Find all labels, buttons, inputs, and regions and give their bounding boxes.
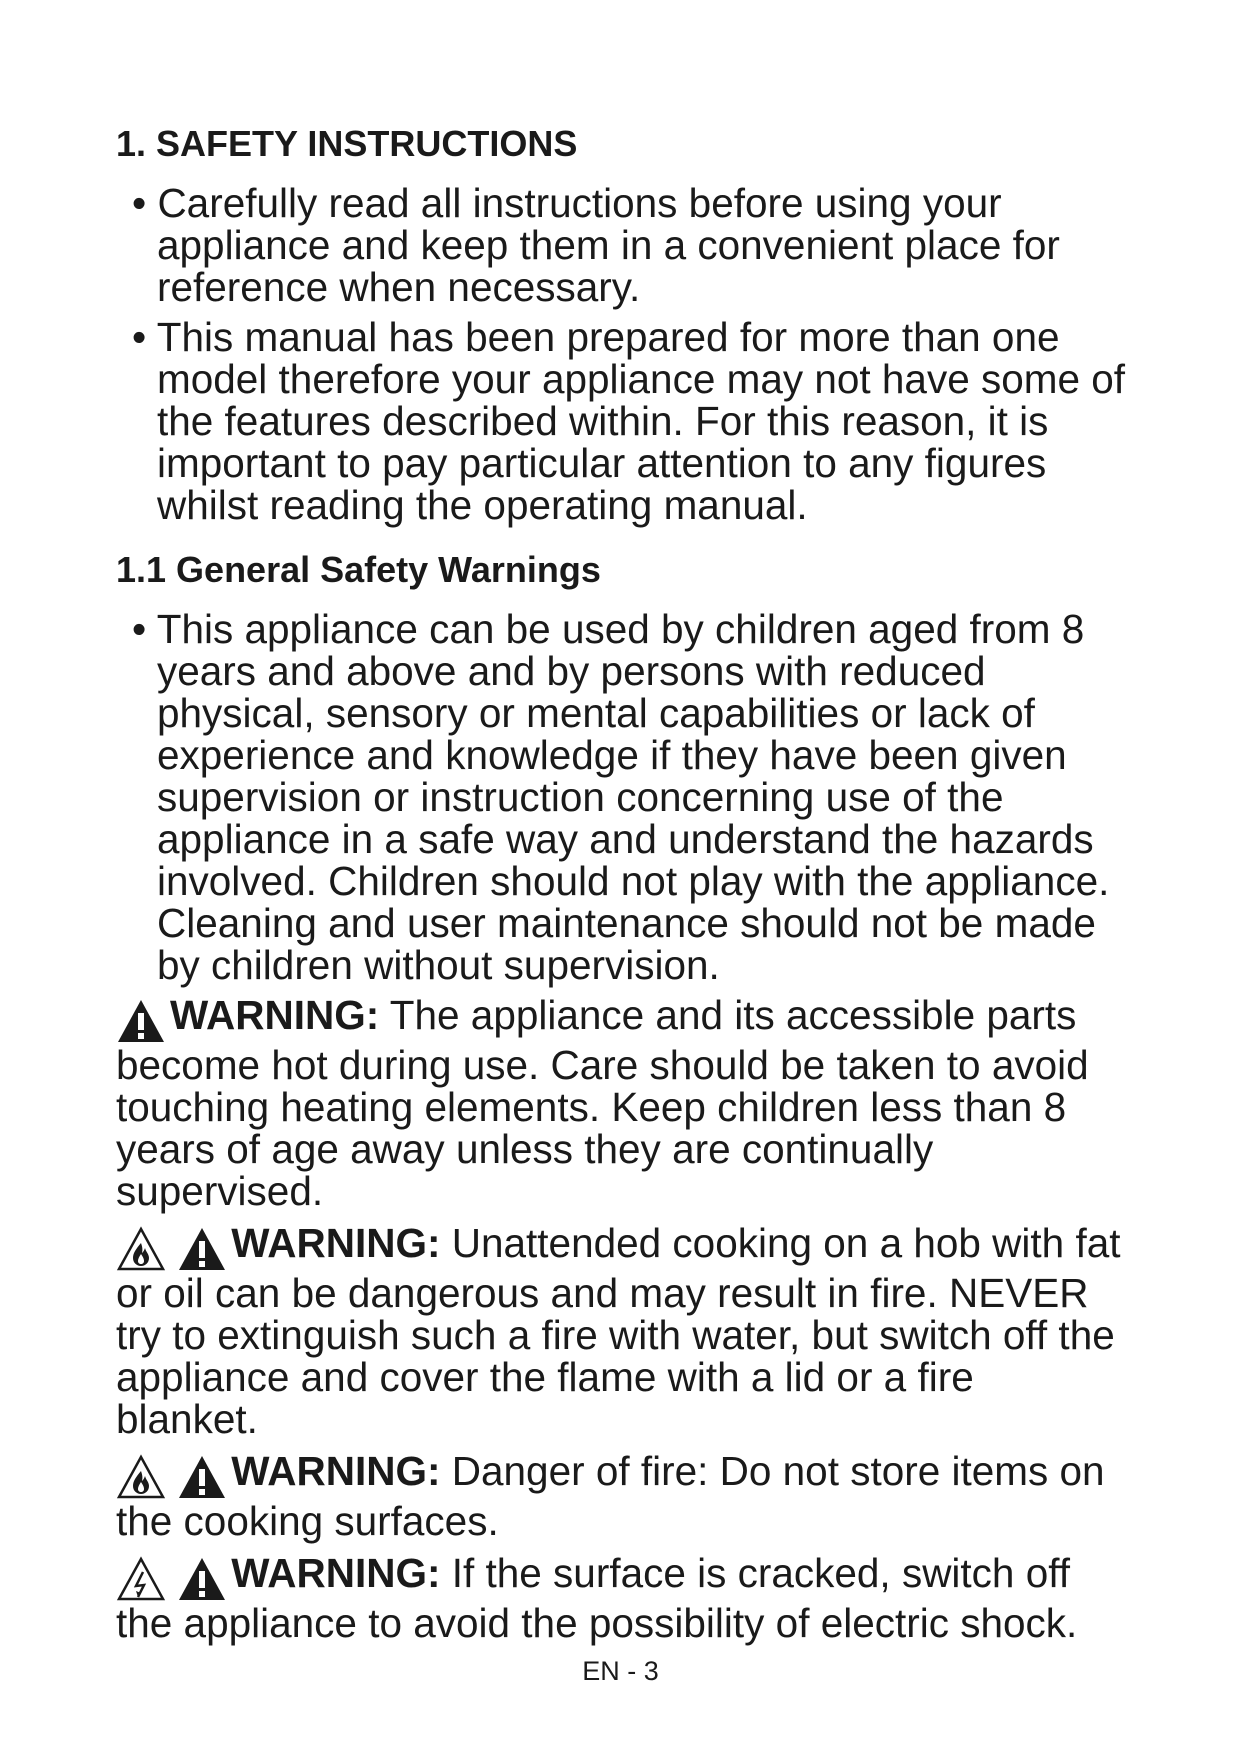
warning-label: WARNING: <box>231 1220 441 1266</box>
warning-text: The appliance and its accessible parts become hot during use. Care should be taken to avoid touching heating elements. Keep children less than 8 years of age away unless they are continually supervised. <box>116 992 1089 1214</box>
warning-text: Unattended cooking on a hob with fat or oil can be dangerous and may result in fire. NEVER try to extinguish such a fire with water, but switch off the appliance and cover the flame with a lid or a fire blanket. <box>116 1220 1121 1442</box>
warning-text: If the surface is cracked, switch off the appliance to avoid the possibility of electric shock. <box>116 1550 1078 1646</box>
fire-hazard-icon <box>116 1226 166 1272</box>
warning-icon <box>116 998 166 1044</box>
warning-block <box>116 994 1126 1212</box>
fire-hazard-icon <box>116 1454 166 1500</box>
warning-label: WARNING: <box>170 992 380 1038</box>
warning-block <box>116 1222 1126 1440</box>
bullet-item: • This appliance can be used by children aged from 8 years and above and by persons with reduced physical, sensory or mental capabilities or lack of experience and knowledge if they have been given supervision or instruction concerning use of the appliance in a safe way and understand the hazards involved. Children should not play with the appliance. Cleaning and user maintenance should not be made by children without supervision. <box>132 606 1110 988</box>
warning-label: WARNING: <box>231 1550 441 1596</box>
warning-text: Danger of fire: Do not store items on the cooking surfaces. <box>116 1448 1105 1544</box>
warning-block <box>116 1450 1126 1542</box>
section-title: 1. SAFETY INSTRUCTIONS <box>116 123 578 164</box>
bullet-item: • Carefully read all instructions before using your appliance and keep them in a convenient place for reference when necessary. <box>132 180 1060 310</box>
warning-label: WARNING: <box>231 1448 441 1494</box>
page-number: EN - 3 <box>582 1656 659 1686</box>
subsection-title: 1.1 General Safety Warnings <box>116 549 601 590</box>
warning-icon <box>177 1454 227 1500</box>
warning-icon <box>177 1556 227 1602</box>
warning-icon <box>177 1226 227 1272</box>
electric-shock-icon <box>116 1556 166 1602</box>
bullet-item: • This manual has been prepared for more than one model therefore your appliance may not have some of the features described within. For this reason, it is important to pay particular attention to any figures whilst reading the operating manual. <box>132 314 1126 528</box>
warning-block <box>116 1552 1126 1644</box>
manual-page <box>116 122 1126 1654</box>
